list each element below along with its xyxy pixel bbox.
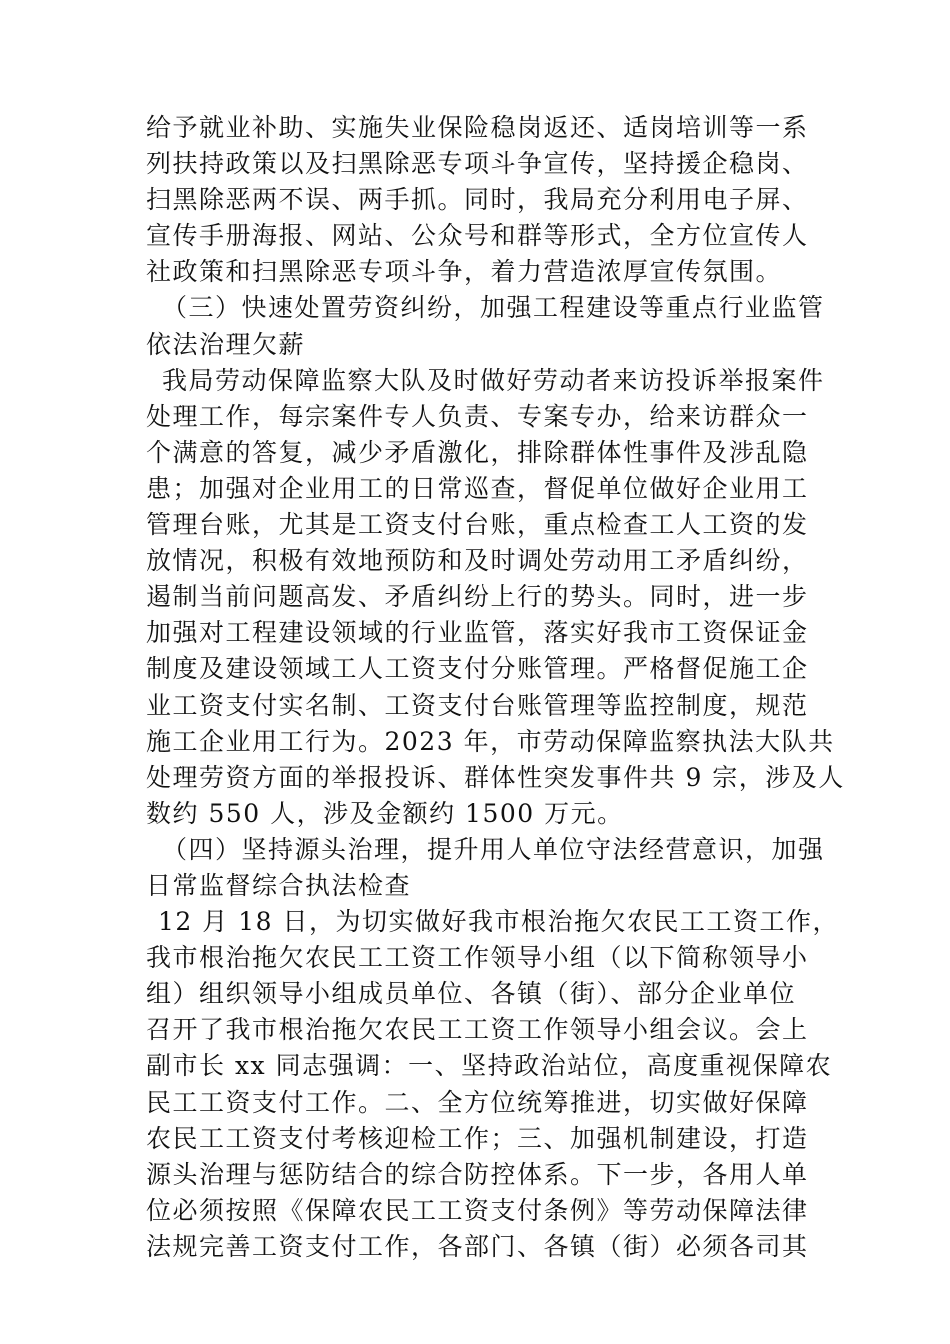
text-line: 处理劳资方面的举报投诉、群体性突发事件共 9 宗，涉及人 xyxy=(146,762,845,792)
text-line: 患；加强对企业用工的日常巡查，督促单位做好企业用工 xyxy=(146,473,809,503)
text-line: 副市长 xx 同志强调：一、坚持政治站位，高度重视保障农 xyxy=(146,1051,833,1081)
section-heading: 日常监督综合执法检查 xyxy=(146,870,412,900)
text-line: 处理工作，每宗案件专人负责、专案专办，给来访群众一 xyxy=(146,401,809,431)
text-line: 扫黑除恶两不误、两手抓。同时，我局充分利用电子屏、 xyxy=(146,185,809,215)
text-line: 列扶持政策以及扫黑除恶专项斗争宣传，坚持援企稳岗、 xyxy=(146,149,809,179)
text-line: 召开了我市根治拖欠农民工工资工作领导小组会议。会上 xyxy=(146,1015,809,1045)
text-line: 数约 550 人，涉及金额约 1500 万元。 xyxy=(146,798,624,828)
text-line: 农民工工资支付考核迎检工作；三、加强机制建设，打造 xyxy=(146,1123,809,1153)
text-line: 个满意的答复，减少矛盾激化，排除群体性事件及涉乱隐 xyxy=(146,437,809,467)
text-line: 给予就业补助、实施失业保险稳岗返还、适岗培训等一系 xyxy=(146,113,809,142)
text-line: 加强对工程建设领域的行业监管，落实好我市工资保证金 xyxy=(146,618,809,648)
text-line: 业工资支付实名制、工资支付台账管理等监控制度，规范 xyxy=(146,690,809,720)
text-line: 我市根治拖欠农民工工资工作领导小组（以下简称领导小 xyxy=(146,943,809,973)
text-line: 法规完善工资支付工作，各部门、各镇（街）必须各司其 xyxy=(146,1231,809,1261)
section-heading: （四）坚持源头治理，提升用人单位守法经营意识，加强 xyxy=(162,834,825,864)
text-line: 宣传手册海报、网站、公众号和群等形式，全方位宣传人 xyxy=(146,221,809,251)
text-line: 施工企业用工行为。2023 年，市劳动保障监察执法大队共 xyxy=(146,726,835,756)
section-heading: 依法治理欠薪 xyxy=(146,329,306,359)
text-line: 我局劳动保障监察大队及时做好劳动者来访投诉举报案件 xyxy=(162,365,825,395)
text-line: 源头治理与惩防结合的综合防控体系。下一步，各用人单 xyxy=(146,1159,809,1189)
text-line: 位必须按照《保障农民工工资支付条例》等劳动保障法律 xyxy=(146,1195,809,1225)
text-line: 民工工资支付工作。二、全方位统筹推进，切实做好保障 xyxy=(146,1087,809,1117)
text-line: 制度及建设领域工人工资支付分账管理。严格督促施工企 xyxy=(146,654,809,684)
section-heading: （三）快速处置劳资纠纷，加强工程建设等重点行业监管 xyxy=(162,293,825,323)
text-line: 组）组织领导小组成员单位、各镇（街）、部分企业单位 xyxy=(146,979,797,1009)
body-text xyxy=(146,110,845,1265)
text-line: 管理台账，尤其是工资支付台账，重点检查工人工资的发 xyxy=(146,510,809,540)
text-line: 12 月 18 日，为切实做好我市根治拖欠农民工工资工作， xyxy=(158,907,839,937)
text-line: 放情况，积极有效地预防和及时调处劳动用工矛盾纠纷， xyxy=(146,546,809,576)
text-line: 社政策和扫黑除恶专项斗争，着力营造浓厚宣传氛围。 xyxy=(146,257,783,287)
text-line: 遏制当前问题高发、矛盾纠纷上行的势头。同时，进一步 xyxy=(146,582,809,612)
